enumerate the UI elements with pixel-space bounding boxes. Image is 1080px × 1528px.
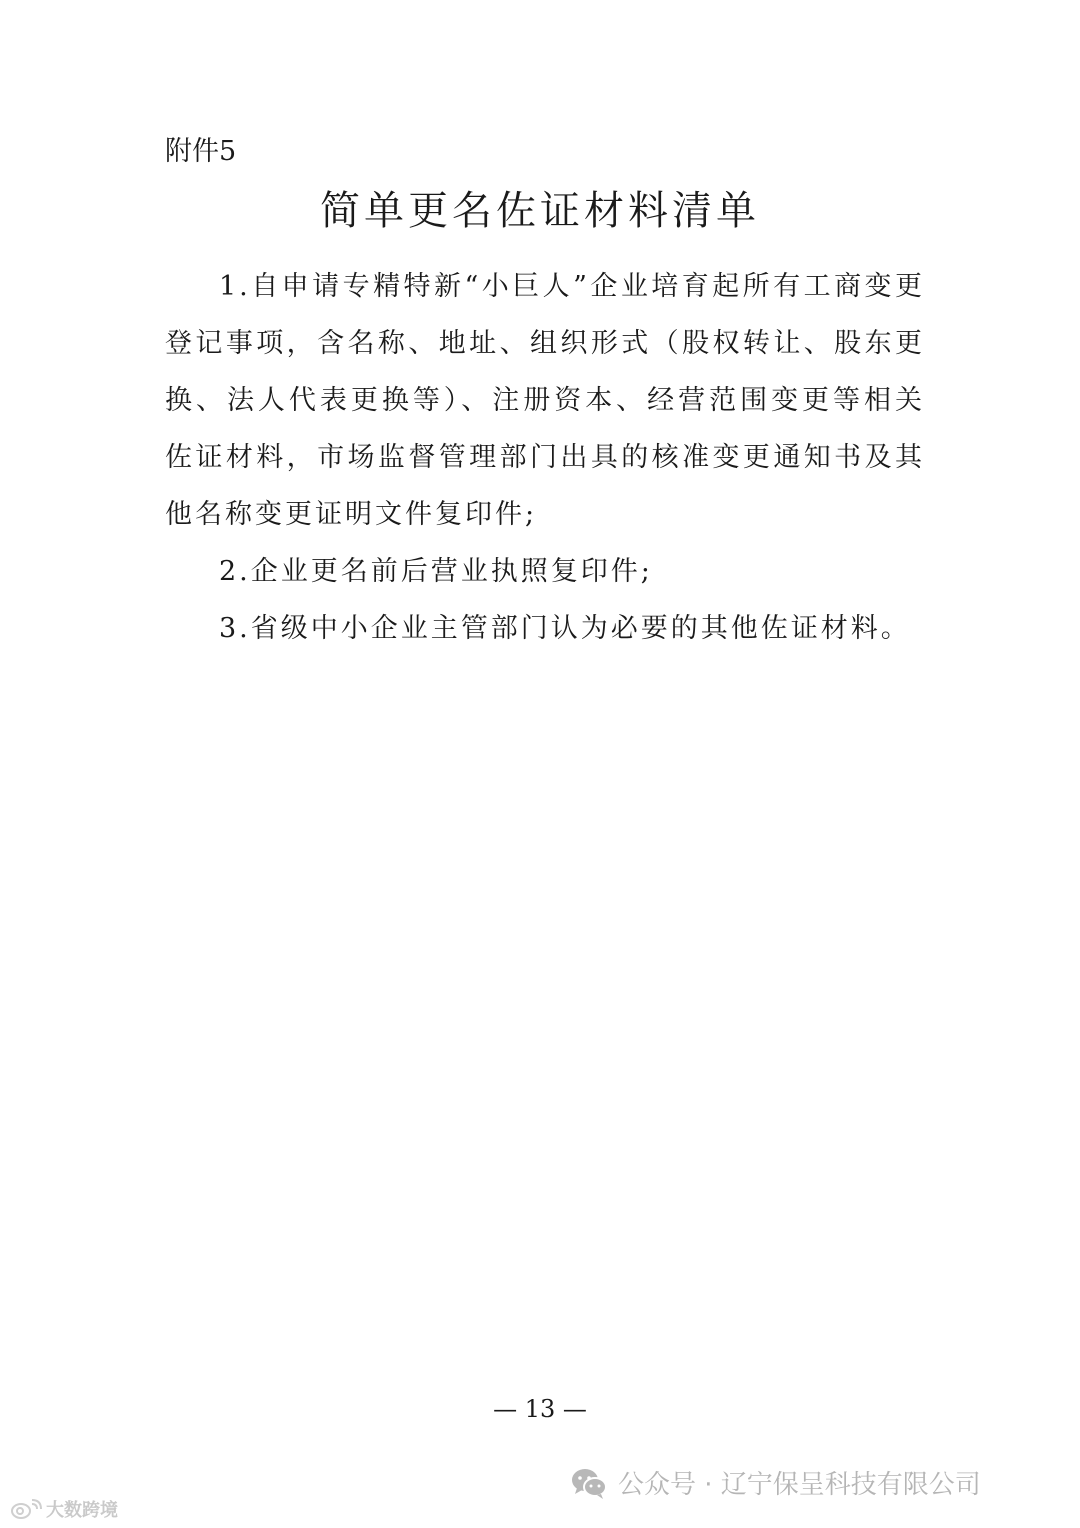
watermark-right-text: 公众号 · 辽宁保呈科技有限公司 xyxy=(618,1470,981,1500)
paragraph-1: 1.自申请专精特新“小巨人”企业培育起所有工商变更登记事项，含名称、地址、组织形式（股权转让、股东更换、法人代表更换等）、注册资本、经营范围变更等相关佐证材料，市场监督管理部门出具的核准变更通知书及其他名称变更证明文件复印件; xyxy=(165,271,925,530)
paragraph-2: 2.企业更名前后营业执照复印件; xyxy=(219,556,653,587)
wechat-icon xyxy=(570,1466,608,1500)
watermark-left-text: 大数跨境 xyxy=(46,1500,118,1521)
watermark-left xyxy=(10,1496,118,1522)
watermark-right xyxy=(570,1464,981,1501)
page-number: — 13 — xyxy=(493,1395,587,1423)
paragraph-3: 3.省级中小企业主管部门认为必要的其他佐证材料。 xyxy=(219,613,911,644)
document-body xyxy=(165,258,925,657)
weibo-logo-icon xyxy=(10,1498,42,1520)
document-title: 简单更名佐证材料清单 xyxy=(320,188,760,234)
attachment-label: 附件5 xyxy=(165,136,237,167)
